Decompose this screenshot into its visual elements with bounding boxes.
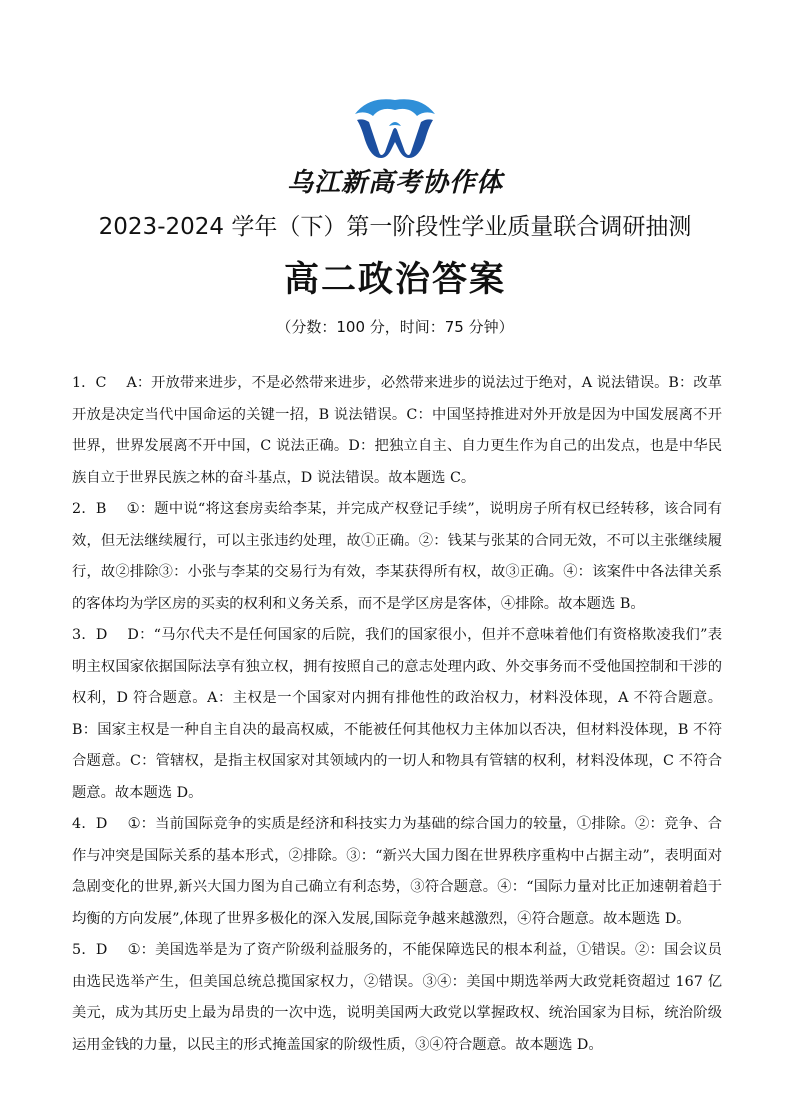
answer-number: 4．D — [72, 816, 108, 832]
answer-text: ①：题中说“将这套房卖给李某，并完成产权登记手续”，说明房子所有权已经转移，该合同有效，但无法继续履行，可以主张违约处理，故①正确。②：钱某与张某的合同无效，不可以主张继续履行，故②排除③：小张与李某的交易行为有效，李某获得所有权，故③正确。④：该案件中各法律关系的客体均为学区房的买卖的权利和义务关系，而不是学区房是客体，④排除。故本题选 B。 — [72, 501, 722, 612]
brand-name: 乌江新高考协作体 — [286, 168, 503, 198]
wave-w-logo-icon — [349, 96, 441, 160]
answer-text: A：开放带来进步，不是必然带来进步，必然带来进步的说法过于绝对，A 说法错误。B：改革开放是决定当代中国命运的关键一招，B 说法错误。C：中国坚持推进对外开放是因为中国发展离不开世界，世界发展离不开中国，C 说法正确。D：把独立自主、自力更生作为自己的出发点，也是中华民族自立于世界民族之林的奋斗基点，D 说法错误。故本题选 C。 — [72, 375, 722, 486]
logo — [0, 96, 790, 160]
answer-text: D：“马尔代夫不是任何国家的后院，我们的国家很小，但并不意味着他们有资格欺凌我们”表明主权国家依据国际法享有独立权，拥有按照自己的意志处理内政、外交事务而不受他国控制和干涉的权利，D 符合题意。A：主权是一个国家对内拥有排他性的政治权力，材料没体现，A 不符合题意。B：国家主权是一种自主自决的最高权威，不能被任何其他权力主体加以否决，但材料没体现，B 不符合题意。C：管辖权，是指主权国家对其领域内的一切人和物具有管辖的权利，材料没体现，C 不符合题意。故本题选 D。 — [72, 627, 722, 801]
exam-title: 2023-2024 学年（下）第一阶段性学业质量联合调研抽测 — [98, 214, 692, 240]
answer-text: ①：美国选举是为了资产阶级利益服务的，不能保障选民的根本利益，①错误。②：国会议员由选民选举产生，但美国总统总揽国家权力，②错误。③④：美国中期选举两大政党耗资超过 167 亿美元，成为其历史上最为昂贵的一次中选，说明美国两大政党以掌握政权、统治国家为目标，统治阶级运用金钱的力量，以民主的形式掩盖国家的阶级性质，③④符合题意。故本题选 D。 — [72, 942, 722, 1053]
answer-item-2 — [72, 494, 722, 620]
answer-item-1 — [72, 368, 722, 494]
answer-number: 5．D — [72, 942, 108, 958]
answer-item-3 — [72, 620, 722, 809]
answer-number: 3．D — [72, 627, 108, 643]
answer-list — [72, 368, 722, 1061]
answer-number: 2．B — [72, 501, 107, 517]
answer-item-4 — [72, 809, 722, 935]
exam-meta: （分数：100 分，时间：75 分钟） — [276, 318, 514, 336]
answer-item-5 — [72, 935, 722, 1061]
page-title: 高二政治答案 — [283, 260, 506, 300]
answer-number: 1．C — [72, 375, 107, 391]
answer-text: ①：当前国际竞争的实质是经济和科技实力为基础的综合国力的较量，①排除。②：竞争、合作与冲突是国际关系的基本形式，②排除。③：“新兴大国力图在世界秩序重构中占据主动”，表明面对急剧变化的世界,新兴大国力图为自己确立有利态势，③符合题意。④：“国际力量对比正加速朝着趋于均衡的方向发展”,体现了世界多极化的深入发展,国际竞争越来越激烈，④符合题意。故本题选 D。 — [72, 816, 722, 927]
